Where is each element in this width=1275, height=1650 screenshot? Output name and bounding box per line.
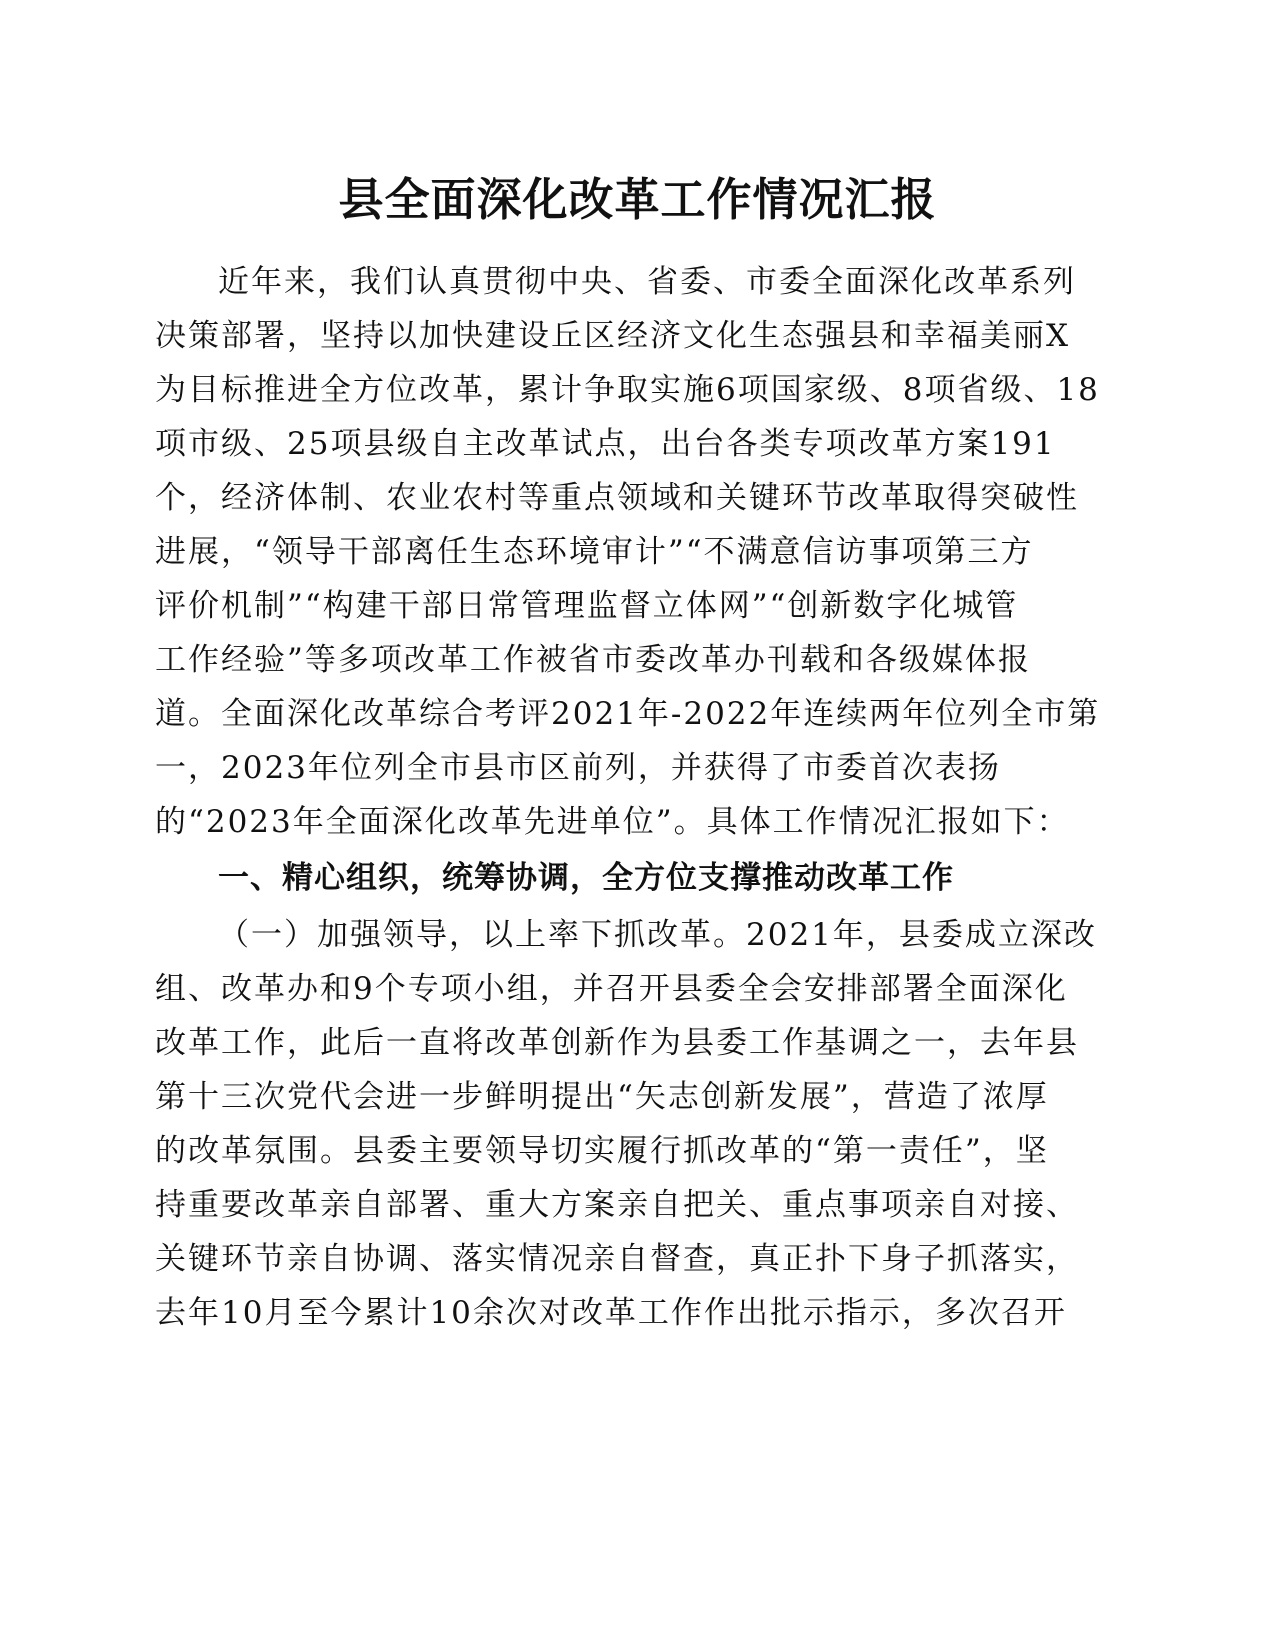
intro-line: 一，2023年位列全市县市区前列，并获得了市委首次表扬: [155, 750, 1001, 786]
intro-line: 进展，“领导干部离任生态环境审计”“不满意信访事项第三方: [155, 534, 1034, 570]
intro-line: 道。全面深化改革综合考评2021年-2022年连续两年位列全市第: [155, 696, 1101, 732]
section-line: 改革工作，此后一直将改革创新作为县委工作基调之一，去年县: [155, 1025, 1079, 1061]
intro-line: 近年来，我们认真贯彻中央、省委、市委全面深化改革系列: [218, 264, 1076, 300]
intro-line: 个，经济体制、农业农村等重点领域和关键环节改革取得突破性: [155, 480, 1079, 516]
section-line: 组、改革办和9个专项小组，并召开县委全会安排部署全面深化: [155, 971, 1068, 1007]
section-heading: 一、精心组织，统筹协调，全方位支撑推动改革工作: [218, 860, 954, 896]
intro-line: 工作经验”等多项改革工作被省市委改革办刊载和各级媒体报: [155, 642, 1031, 678]
section-line: （一）加强领导，以上率下抓改革。2021年，县委成立深改: [218, 917, 1097, 953]
intro-line: 项市级、25项县级自主改革试点，出台各类专项改革方案191: [155, 426, 1056, 462]
document-title: 县全面深化改革工作情况汇报: [338, 173, 937, 226]
intro-line: 的“2023年全面深化改革先进单位”。具体工作情况汇报如下：: [155, 804, 1070, 840]
intro-line: 评价机制”“构建干部日常管理监督立体网”“创新数字化城管: [155, 588, 1019, 624]
section-line: 的改革氛围。县委主要领导切实履行抓改革的“第一责任”，坚: [155, 1133, 1049, 1169]
section-line: 去年10月至今累计10余次对改革工作作出批示指示，多次召开: [155, 1295, 1067, 1331]
section-line: 持重要改革亲自部署、重大方案亲自把关、重点事项亲自对接、: [155, 1187, 1079, 1223]
intro-line: 为目标推进全方位改革，累计争取实施6项国家级、8项省级、18: [155, 372, 1100, 408]
intro-line: 决策部署，坚持以加快建设丘区经济文化生态强县和幸福美丽X: [155, 318, 1071, 354]
section-line: 第十三次党代会进一步鲜明提出“矢志创新发展”，营造了浓厚: [155, 1079, 1049, 1115]
section-line: 关键环节亲自协调、落实情况亲自督查，真正扑下身子抓落实，: [155, 1241, 1079, 1277]
